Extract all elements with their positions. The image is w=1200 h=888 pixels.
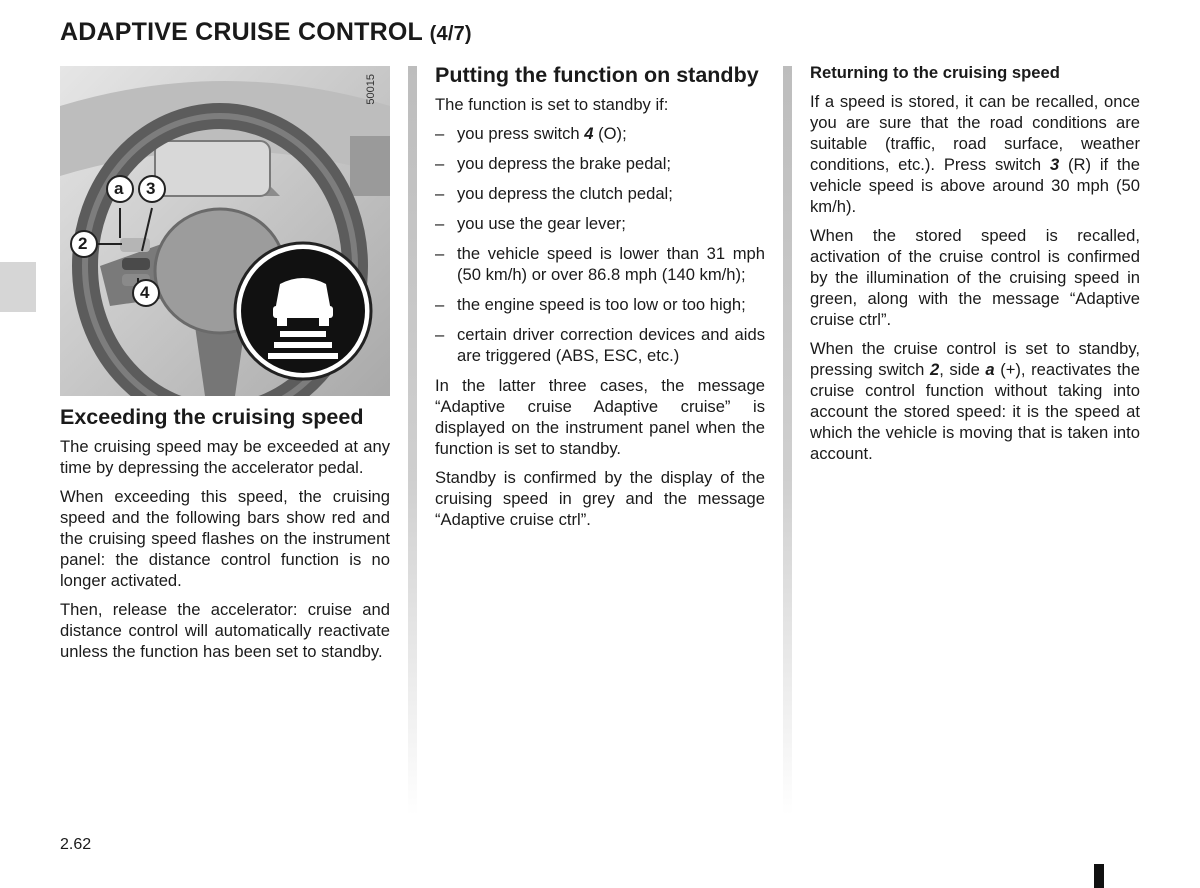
steering-wheel-figure [60,66,390,396]
corner-mark [1094,864,1104,888]
paragraph: The cruising speed may be exceeded at any time by depressing the accelerator pedal. [60,437,390,477]
list-item: – the engine speed is too low or too high; [435,294,765,315]
section-heading-returning: Returning to the cruising speed [810,63,1060,82]
column-divider [408,66,417,816]
callout-2: 2 [78,234,88,253]
section-heading-standby: Putting the function on standby [435,63,759,87]
list-item: – the vehicle speed is lower than 31 mph (50 km/h) or over 86.8 mph (140 km/h); [435,243,765,285]
paragraph: If a speed is stored, it can be recalled, once you are sure that the road conditions are suitable (traffic, road surface, weather conditions, etc.). Press switch 3 (R) if the vehicle speed is above around 30 mph (50 km/h). [810,92,1140,216]
paragraph: The function is set to standby if: [435,95,669,114]
steering-wheel-illustration [60,66,390,396]
switch-number: 2 [929,360,940,379]
list-item: – you press switch 4 (O); [435,123,765,144]
page-title-text: ADAPTIVE CRUISE CONTROL [60,18,423,46]
switch-number: 3 [1049,155,1060,174]
column-1 [60,66,390,670]
page-part: (4/7) [429,23,472,45]
column-3 [810,62,1140,472]
switch-side: a [985,360,995,379]
paragraph: When exceeding this speed, the cruising speed and the following bars show red and the cruising speed flashes on the instrument panel: the distance control function is no longer activated. [60,487,390,590]
list-item: – you depress the brake pedal; [435,153,765,174]
standby-conditions-list [435,123,765,366]
list-item: – you use the gear lever; [435,213,765,234]
paragraph: In the latter three cases, the message “Adaptive cruise Adaptive cruise” is displayed on the instrument panel when the function is set to standby. [435,376,765,458]
switch-number: 4 [584,124,594,143]
chapter-tab [0,262,36,312]
paragraph: Then, release the accelerator: cruise and distance control will automatically reactivate unless the function has been set to standby. [60,600,390,661]
column-divider [783,66,792,816]
list-item: – you depress the clutch pedal; [435,183,765,204]
paragraph: When the stored speed is recalled, activation of the cruise control is confirmed by the illumination of the cruising speed in green, along with the message “Adaptive cruise ctrl”. [810,226,1140,329]
paragraph: When the cruise control is set to standby, pressing switch 2, side a (+), reactivates the cruise control function without taking into account the stored speed: it is the speed at which the vehicle is moving that is taken into account. [810,339,1140,463]
page-number: 2.62 [60,836,92,853]
callout-a: a [114,179,124,198]
callout-3: 3 [146,179,156,198]
callout-4: 4 [140,283,150,302]
figure-code: 50015 [365,74,377,105]
section-heading-exceeding: Exceeding the cruising speed [60,405,364,429]
paragraph: Standby is confirmed by the display of the cruising speed in grey and the message “Adaptive cruise ctrl”. [435,468,765,529]
list-item: – certain driver correction devices and aids are triggered (ABS, ESC, etc.) [435,324,765,366]
column-2 [435,62,765,538]
page-title [60,18,472,47]
